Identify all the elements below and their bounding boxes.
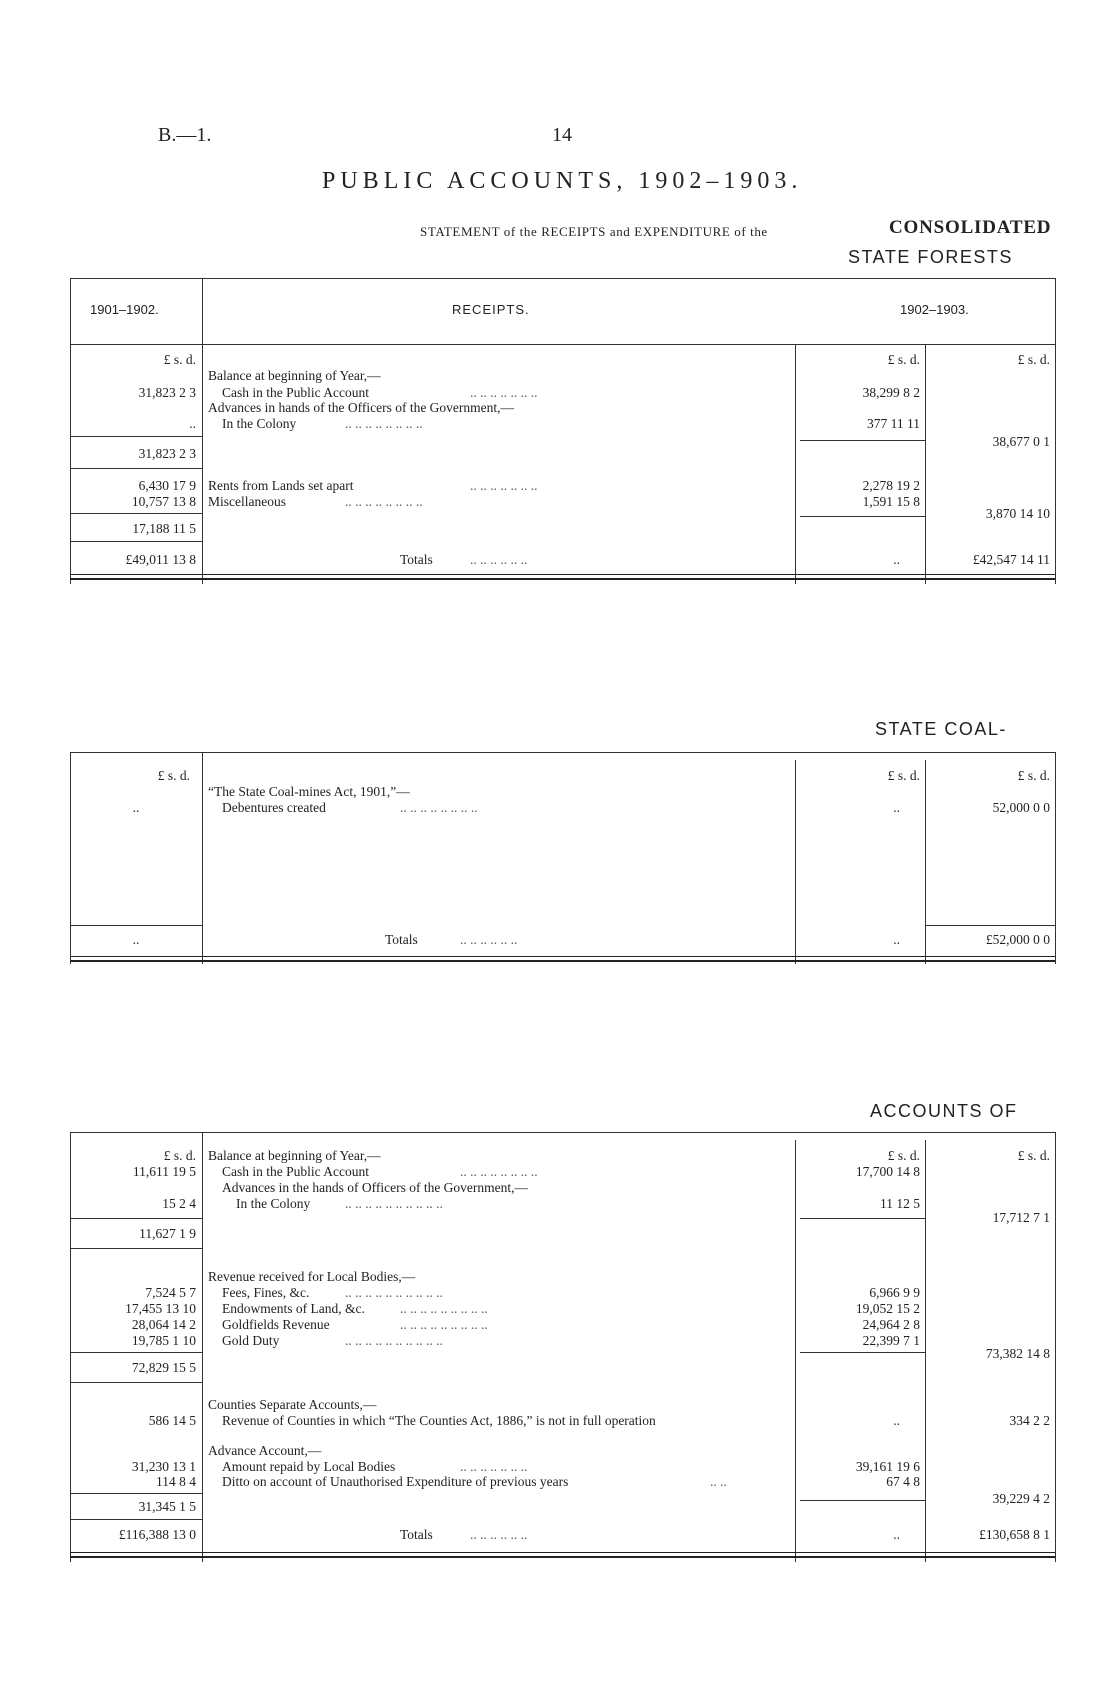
subtotal-rule — [70, 468, 202, 469]
column-divider — [795, 760, 796, 964]
prev-subtotal: 11,627 1 9 — [139, 1226, 196, 1241]
subtotal-rule — [70, 1493, 202, 1494]
subtotal-rule — [800, 1218, 925, 1219]
prev-amount: 28,064 14 2 — [131, 1317, 196, 1332]
table-border — [1055, 752, 1056, 964]
unit-header: £ s. d. — [887, 1148, 920, 1163]
amount: 52,000 0 0 — [992, 800, 1050, 815]
row-label: Rents from Lands set apart — [208, 478, 354, 493]
subtotal-amount: 17,712 7 1 — [992, 1210, 1050, 1225]
subtotal-amount: 38,677 0 1 — [992, 434, 1050, 449]
row-label: Endowments of Land, &c. — [222, 1301, 365, 1316]
leader-dots: .. .. .. .. .. .. .. — [460, 1459, 528, 1474]
amount: 22,399 7 1 — [862, 1333, 920, 1348]
table-border — [70, 278, 71, 584]
total-amount: £130,658 8 1 — [979, 1527, 1050, 1542]
amount: 11 12 5 — [880, 1196, 920, 1211]
column-divider — [795, 1140, 796, 1562]
column-divider — [202, 278, 203, 584]
row-label: Balance at beginning of Year,— — [208, 368, 381, 383]
row-label: Amount repaid by Local Bodies — [222, 1459, 396, 1474]
table-rule — [70, 278, 1055, 279]
prev-total: .. — [132, 932, 140, 947]
column-divider — [925, 1140, 926, 1562]
row-label: Gold Duty — [222, 1333, 280, 1348]
row-label: In the Colony — [222, 416, 297, 431]
prev-amount: 6,430 17 9 — [138, 478, 196, 493]
leader-dots: .. .. .. .. .. .. .. .. — [345, 416, 423, 431]
prev-subtotal: 17,188 11 5 — [132, 521, 196, 536]
leader-dots: .. .. .. .. .. .. — [470, 552, 528, 567]
unit-header: £ s. d. — [1017, 352, 1050, 367]
subtotal-rule — [800, 440, 925, 441]
prev-amount: .. — [132, 800, 140, 815]
prev-total: £116,388 13 0 — [118, 1527, 196, 1542]
leader-dots: .. .. .. .. .. .. .. .. .. .. — [345, 1285, 443, 1300]
totals-double-rule — [70, 956, 1055, 962]
amount: 17,700 14 8 — [855, 1164, 920, 1179]
prev-amount: 15 2 4 — [162, 1196, 196, 1211]
unit-header: £ s. d. — [157, 768, 190, 783]
leader-dots: .. .. .. .. .. .. — [470, 1527, 528, 1542]
totals-double-rule — [70, 1552, 1055, 1558]
prev-subtotal: 31,345 1 5 — [138, 1499, 196, 1514]
amount: 377 11 11 — [867, 416, 920, 431]
amount: 38,299 8 2 — [862, 385, 920, 400]
prev-subtotal: 72,829 15 5 — [131, 1360, 196, 1375]
prev-amount: 19,785 1 10 — [131, 1333, 196, 1348]
row-label: Counties Separate Accounts,— — [208, 1397, 377, 1412]
amount: .. — [893, 1413, 900, 1428]
leader-dots: .. .. .. .. .. .. .. .. .. — [400, 1317, 488, 1332]
subtotal-rule — [800, 516, 925, 517]
row-label: Advances in the hands of Officers of the Government,— — [222, 1180, 529, 1195]
row-label: In the Colony — [236, 1196, 311, 1211]
row-label: Cash in the Public Account — [222, 1164, 369, 1179]
amount: 1,591 15 8 — [862, 494, 920, 509]
subtotal-rule — [70, 1519, 202, 1520]
page-title: PUBLIC ACCOUNTS, 1902–1903. — [322, 168, 803, 194]
row-label: Fees, Fines, &c. — [222, 1285, 310, 1300]
table-rule — [70, 344, 1055, 345]
leader-dots: .. .. .. .. .. .. .. — [470, 478, 538, 493]
leader-dots: .. .. .. .. .. .. .. .. — [400, 800, 478, 815]
amount: .. — [893, 932, 900, 947]
subtotal-amount: 39,229 4 2 — [992, 1491, 1050, 1506]
subtotal-rule — [70, 1382, 202, 1383]
table-border — [1055, 1132, 1056, 1562]
row-label: Revenue received for Local Bodies,— — [208, 1269, 416, 1284]
prev-total: £49,011 13 8 — [125, 552, 196, 567]
column-header-1901-1902: 1901–1902. — [90, 302, 159, 317]
amount: .. — [893, 1527, 900, 1542]
leader-dots: .. .. .. .. .. .. .. .. .. .. — [345, 1333, 443, 1348]
row-label: Cash in the Public Account — [222, 385, 369, 400]
row-label: Advance Account,— — [208, 1443, 322, 1458]
leader-dots: .. .. .. .. .. .. — [460, 932, 518, 947]
subtotal-rule — [70, 513, 202, 514]
document-reference: B.—1. — [158, 124, 212, 146]
column-divider — [202, 1132, 203, 1562]
prev-amount: .. — [189, 416, 196, 431]
prev-amount: 10,757 13 8 — [131, 494, 196, 509]
row-label: Goldfields Revenue — [222, 1317, 330, 1332]
totals-label: Totals — [400, 552, 433, 567]
leader-dots: .. .. .. .. .. .. .. .. .. — [400, 1301, 488, 1316]
unit-header: £ s. d. — [1017, 768, 1050, 783]
unit-header: £ s. d. — [1017, 1148, 1050, 1163]
unit-header: £ s. d. — [887, 768, 920, 783]
subtotal-rule — [800, 1352, 925, 1353]
table-rule — [70, 752, 1055, 753]
table-border — [1055, 278, 1056, 584]
prev-amount: 586 14 5 — [148, 1413, 196, 1428]
subtotal-rule — [800, 1500, 925, 1501]
amount: .. — [893, 552, 900, 567]
section-heading-coal: STATE COAL- — [875, 719, 1007, 739]
column-divider — [795, 345, 796, 584]
prev-amount: 114 8 4 — [156, 1474, 196, 1489]
subtotal-amount: 3,870 14 10 — [985, 506, 1050, 521]
prev-amount: 17,455 13 10 — [125, 1301, 196, 1316]
prev-amount: 11,611 19 5 — [132, 1164, 196, 1179]
unit-header: £ s. d. — [163, 1148, 196, 1163]
column-header-receipts: RECEIPTS. — [452, 302, 530, 317]
prev-amount: 31,823 2 3 — [138, 385, 196, 400]
row-label: Ditto on account of Unauthorised Expenditure of previous years — [222, 1474, 569, 1489]
amount: .. — [893, 800, 900, 815]
leader-dots: .. .. .. .. .. .. .. .. — [460, 1164, 538, 1179]
statement-caption: STATEMENT of the RECEIPTS and EXPENDITURE of the — [420, 224, 768, 239]
amount: 67 4 8 — [886, 1474, 920, 1489]
total-amount: £42,547 14 11 — [972, 552, 1050, 567]
page-number: 14 — [552, 124, 572, 146]
row-label: Revenue of Counties in which “The Counties Act, 1886,” is not in full operation — [222, 1413, 656, 1428]
amount: 24,964 2 8 — [862, 1317, 920, 1332]
leader-dots: .. .. .. .. .. .. .. — [470, 385, 538, 400]
section-heading-accounts: ACCOUNTS OF — [870, 1101, 1018, 1121]
totals-label: Totals — [385, 932, 418, 947]
amount: 334 2 2 — [1009, 1413, 1050, 1428]
subtotal-rule — [70, 436, 202, 437]
statement-bold-caption: CONSOLIDATED — [889, 217, 1052, 238]
subtotal-rule — [925, 925, 1055, 926]
column-divider — [925, 760, 926, 964]
leader-dots: .. .. .. .. .. .. .. .. .. .. — [345, 1196, 443, 1211]
total-amount: £52,000 0 0 — [985, 932, 1050, 947]
subtotal-amount: 73,382 14 8 — [985, 1346, 1050, 1361]
subtotal-rule — [70, 1218, 202, 1219]
prev-amount: 7,524 5 7 — [145, 1285, 196, 1300]
table-rule — [70, 1132, 1055, 1133]
row-label: “The State Coal-mines Act, 1901,”— — [208, 784, 410, 799]
unit-header: £ s. d. — [887, 352, 920, 367]
unit-header: £ s. d. — [163, 352, 196, 367]
subtotal-rule — [70, 1352, 202, 1353]
column-header-1902-1903: 1902–1903. — [900, 302, 969, 317]
amount: 6,966 9 9 — [869, 1285, 920, 1300]
leader-dots: .. .. .. .. .. .. .. .. — [345, 494, 423, 509]
totals-label: Totals — [400, 1527, 433, 1542]
subtotal-rule — [70, 1248, 202, 1249]
totals-double-rule — [70, 574, 1055, 580]
prev-amount: 31,230 13 1 — [131, 1459, 196, 1474]
amount: 2,278 19 2 — [862, 478, 920, 493]
leader-dots: .. .. — [710, 1474, 727, 1489]
column-divider — [202, 752, 203, 964]
subtotal-rule — [70, 541, 202, 542]
prev-subtotal: 31,823 2 3 — [138, 446, 196, 461]
section-heading-forests: STATE FORESTS — [848, 247, 1013, 267]
amount: 39,161 19 6 — [855, 1459, 920, 1474]
amount: 19,052 15 2 — [855, 1301, 920, 1316]
row-label: Debentures created — [222, 800, 326, 815]
column-divider — [925, 345, 926, 584]
row-label: Advances in hands of the Officers of the Government,— — [208, 400, 515, 415]
row-label: Balance at beginning of Year,— — [208, 1148, 381, 1163]
row-label: Miscellaneous — [208, 494, 286, 509]
subtotal-rule — [70, 925, 202, 926]
